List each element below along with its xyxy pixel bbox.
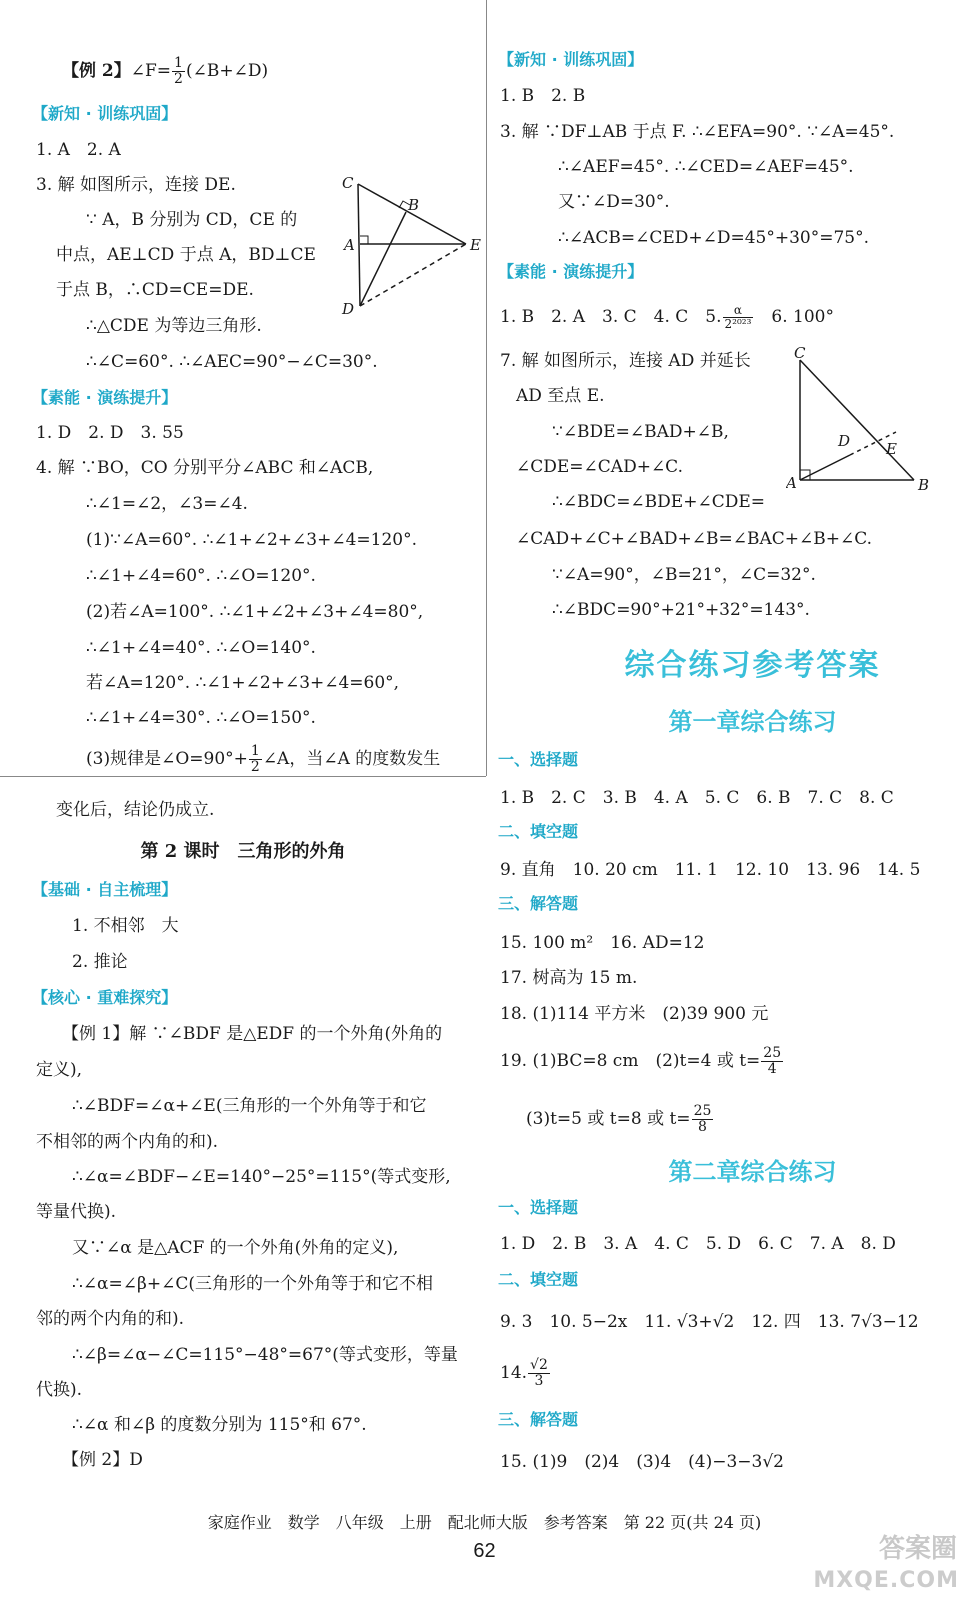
fraction-numerator: 25: [763, 1045, 782, 1061]
answer-line-rule: [86, 744, 440, 775]
chapter-2-title: 第二章综合练习: [668, 1158, 837, 1186]
answer-line: ∴∠β=∠α−∠C=115°−48°=67°(等式变形，等量: [72, 1345, 458, 1365]
fraction-denominator: 4: [767, 1061, 777, 1077]
answer-line: (1)∵∠A=60°. ∴∠1+∠2+∠3+∠4=120°.: [86, 530, 417, 550]
fraction-denominator: 2: [250, 759, 260, 775]
point-label-d: D: [838, 432, 851, 450]
answer-line: 15. 100 m² 16. AD=12: [500, 933, 705, 953]
answer-text: (3)t=5 或 t=8 或 t=: [526, 1109, 691, 1129]
fraction-numerator: α: [723, 304, 754, 318]
answer-line: 2. 推论: [72, 952, 128, 972]
answer-line: 4. 解 ∵BO，CO 分别平分∠ABC 和∠ACB,: [36, 458, 374, 478]
answer-line: 不相邻的两个内角的和).: [36, 1132, 219, 1152]
answer-text: 19. (1)BC=8 cm (2)t=4 或 t=: [500, 1051, 761, 1071]
answer-line: 1. A 2. A: [36, 140, 121, 160]
answer-line-14: [500, 1358, 551, 1389]
watermark-url: MXQE.COM: [813, 1568, 959, 1593]
fraction: [723, 304, 754, 331]
watermark-logo: 答案圈: [878, 1534, 957, 1564]
page-number: 62: [473, 1540, 496, 1562]
answer-line: 18. (1)114 平方米 (2)39 900 元: [500, 1004, 769, 1024]
subsection-heading: 三、解答题: [498, 894, 579, 913]
subsection-heading: 二、填空题: [498, 1270, 579, 1289]
answer-line: 等量代换).: [36, 1202, 117, 1222]
section-divider: [0, 776, 486, 777]
section-heading: 【新知 · 训练巩固】: [32, 104, 178, 123]
answer-line: ∴∠1+∠4=40°. ∴∠O=140°.: [86, 638, 316, 658]
answer-text: ∠A，当∠A 的度数发生: [262, 749, 441, 769]
answer-line: 1. D 2. B 3. A 4. C 5. D 6. C 7. A 8. D: [500, 1234, 896, 1254]
answer-line: 又∵∠D=30°.: [558, 192, 670, 212]
lesson-title: 第 2 课时 三角形的外角: [140, 841, 346, 862]
answer-line: ∵ A，B 分别为 CD，CE 的: [86, 210, 298, 230]
answer-line: ∴∠1+∠4=60°. ∴∠O=120°.: [86, 566, 316, 586]
section-heading: 【素能 · 演练提升】: [32, 388, 178, 407]
answer-line: ∴∠BDC=∠BDE+∠CDE=: [552, 492, 765, 512]
answer-line: 9. 直角 10. 20 cm 11. 1 12. 10 13. 96 14. 5: [500, 860, 921, 880]
answer-line: 1. D 2. D 3. 55: [36, 423, 184, 443]
fraction: [172, 56, 185, 87]
answer-line: 邻的两个内角的和).: [36, 1309, 185, 1329]
answer-line: 17. 树高为 15 m.: [500, 968, 638, 988]
point-label-a: A: [344, 236, 355, 254]
fraction: [692, 1104, 714, 1135]
answer-line-19: [500, 1046, 784, 1077]
triangle-figure-cde: [336, 168, 486, 318]
answer-line: 1. B 2. C 3. B 4. A 5. C 6. B 7. C 8. C: [500, 788, 894, 808]
answer-line: 代换).: [36, 1380, 83, 1400]
section-heading: 【核心 · 重难探究】: [32, 988, 178, 1007]
answer-line: ∴∠α=∠BDF−∠E=140°−25°=115°(等式变形,: [72, 1167, 451, 1187]
subsection-heading: 一、选择题: [498, 1198, 579, 1217]
fraction-denominator: 2²⁰²³: [724, 317, 752, 331]
answer-line: 若∠A=120°. ∴∠1+∠2+∠3+∠4=60°,: [86, 673, 400, 693]
answers-main-title: 综合练习参考答案: [624, 648, 881, 683]
answer-line: ∴∠C=60°. ∴∠AEC=90°−∠C=30°.: [86, 352, 378, 372]
answer-line: ∵∠BDE=∠BAD+∠B,: [552, 422, 729, 442]
answer-line: ∴∠α 和∠β 的度数分别为 115°和 67°.: [72, 1415, 367, 1435]
section-heading: 【新知 · 训练巩固】: [498, 50, 644, 69]
answer-text: 6. 100°: [771, 307, 834, 327]
point-label-d: D: [342, 300, 355, 318]
answer-line: 15. (1)9 (2)4 (3)4 (4)−3−3√2: [500, 1452, 784, 1472]
fraction: [528, 1358, 550, 1389]
answer-line: ∴∠1+∠4=30°. ∴∠O=150°.: [86, 708, 316, 728]
answer-line: 中点，AE⊥CD 于点 A，BD⊥CE: [56, 245, 316, 265]
example-2-top: [62, 56, 268, 87]
section-heading: 【基础 · 自主梳理】: [32, 880, 178, 899]
fraction-numerator: 25: [693, 1103, 712, 1119]
answer-line: ∴∠α=∠β+∠C(三角形的一个外角等于和它不相: [72, 1274, 433, 1294]
answer-line: (2)若∠A=100°. ∴∠1+∠2+∠3+∠4=80°,: [86, 602, 424, 622]
answer-line: ∴∠BDC=90°+21°+32°=143°.: [552, 600, 810, 620]
point-label-b: B: [918, 476, 930, 494]
fraction-denominator: 8: [698, 1119, 707, 1135]
answer-line: AD 至点 E.: [516, 386, 605, 406]
subsection-heading: 三、解答题: [498, 1410, 579, 1429]
answer-line: ∴∠ACB=∠CED+∠D=45°+30°=75°.: [558, 228, 870, 248]
answer-line: 1. B 2. B: [500, 86, 586, 106]
section-heading: 【素能 · 演练提升】: [498, 262, 644, 281]
point-label-c: C: [342, 174, 354, 192]
fraction: [761, 1046, 783, 1077]
page-footer: 家庭作业 数学 八年级 上册 配北师大版 参考答案 第 22 页(共 24 页): [207, 1513, 762, 1532]
answer-line: 1. 不相邻 大: [72, 916, 179, 936]
answer-line: ∴∠1=∠2，∠3=∠4.: [86, 494, 248, 514]
subsection-heading: 二、填空题: [498, 822, 579, 841]
point-label-c: C: [794, 346, 806, 362]
answer-line: 定义),: [36, 1060, 83, 1080]
example-text: ∠F=: [130, 61, 172, 81]
answer-line: ∴△CDE 为等边三角形.: [86, 316, 262, 336]
answer-line: ∠CDE=∠CAD+∠C.: [516, 457, 683, 477]
example-text: (∠B+∠D): [185, 61, 269, 81]
answer-line-choice: [500, 304, 834, 331]
subsection-heading: 一、选择题: [498, 750, 579, 769]
answer-line: 3. 解 如图所示，连接 DE.: [36, 175, 236, 195]
answer-line: 3. 解 ∵DF⊥AB 于点 F. ∴∠EFA=90°. ∵∠A=45°.: [500, 122, 895, 142]
point-label-e: E: [886, 440, 897, 458]
triangle-figure-abc: [786, 346, 936, 496]
answer-line: 【例 2】D: [62, 1450, 143, 1470]
answer-line-19-3: [526, 1104, 714, 1135]
chapter-1-title: 第一章综合练习: [668, 708, 837, 736]
fraction-numerator: 1: [250, 743, 260, 759]
answer-line: 又∵∠α 是△ACF 的一个外角(外角的定义),: [72, 1238, 399, 1258]
fraction: [249, 744, 262, 775]
example-label: 【例 2】: [62, 61, 131, 81]
column-divider: [486, 0, 487, 776]
answer-line: 变化后，结论仍成立.: [56, 800, 215, 820]
answer-line: 9. 3 10. 5−2x 11. √3+√2 12. 四 13. 7√3−12: [500, 1312, 919, 1332]
answer-line: 7. 解 如图所示，连接 AD 并延长: [500, 351, 751, 371]
fraction-denominator: 2: [174, 71, 183, 87]
answer-text: 1. B 2. A 3. C 4. C 5.: [500, 307, 722, 327]
answer-line: ∴∠BDF=∠α+∠E(三角形的一个外角等于和它: [72, 1096, 427, 1116]
answer-line: 于点 B，∴CD=CE=DE.: [56, 280, 254, 300]
answer-line: ∵∠A=90°，∠B=21°，∠C=32°.: [552, 565, 816, 585]
point-label-e: E: [470, 236, 481, 254]
fraction-denominator: 3: [534, 1373, 544, 1389]
point-label-b: B: [408, 196, 420, 214]
fraction-numerator: 1: [174, 55, 183, 71]
answer-line: ∠CAD+∠C+∠BAD+∠B=∠BAC+∠B+∠C.: [516, 529, 873, 549]
answer-line: ∴∠AEF=45°. ∴∠CED=∠AEF=45°.: [558, 157, 854, 177]
fraction-numerator: √2: [530, 1357, 548, 1373]
answer-text: 14.: [500, 1363, 528, 1383]
answer-line: 【例 1】解 ∵∠BDF 是△EDF 的一个外角(外角的: [62, 1024, 443, 1044]
point-label-a: A: [786, 474, 797, 492]
answer-text: (3)规律是∠O=90°+: [86, 749, 248, 769]
